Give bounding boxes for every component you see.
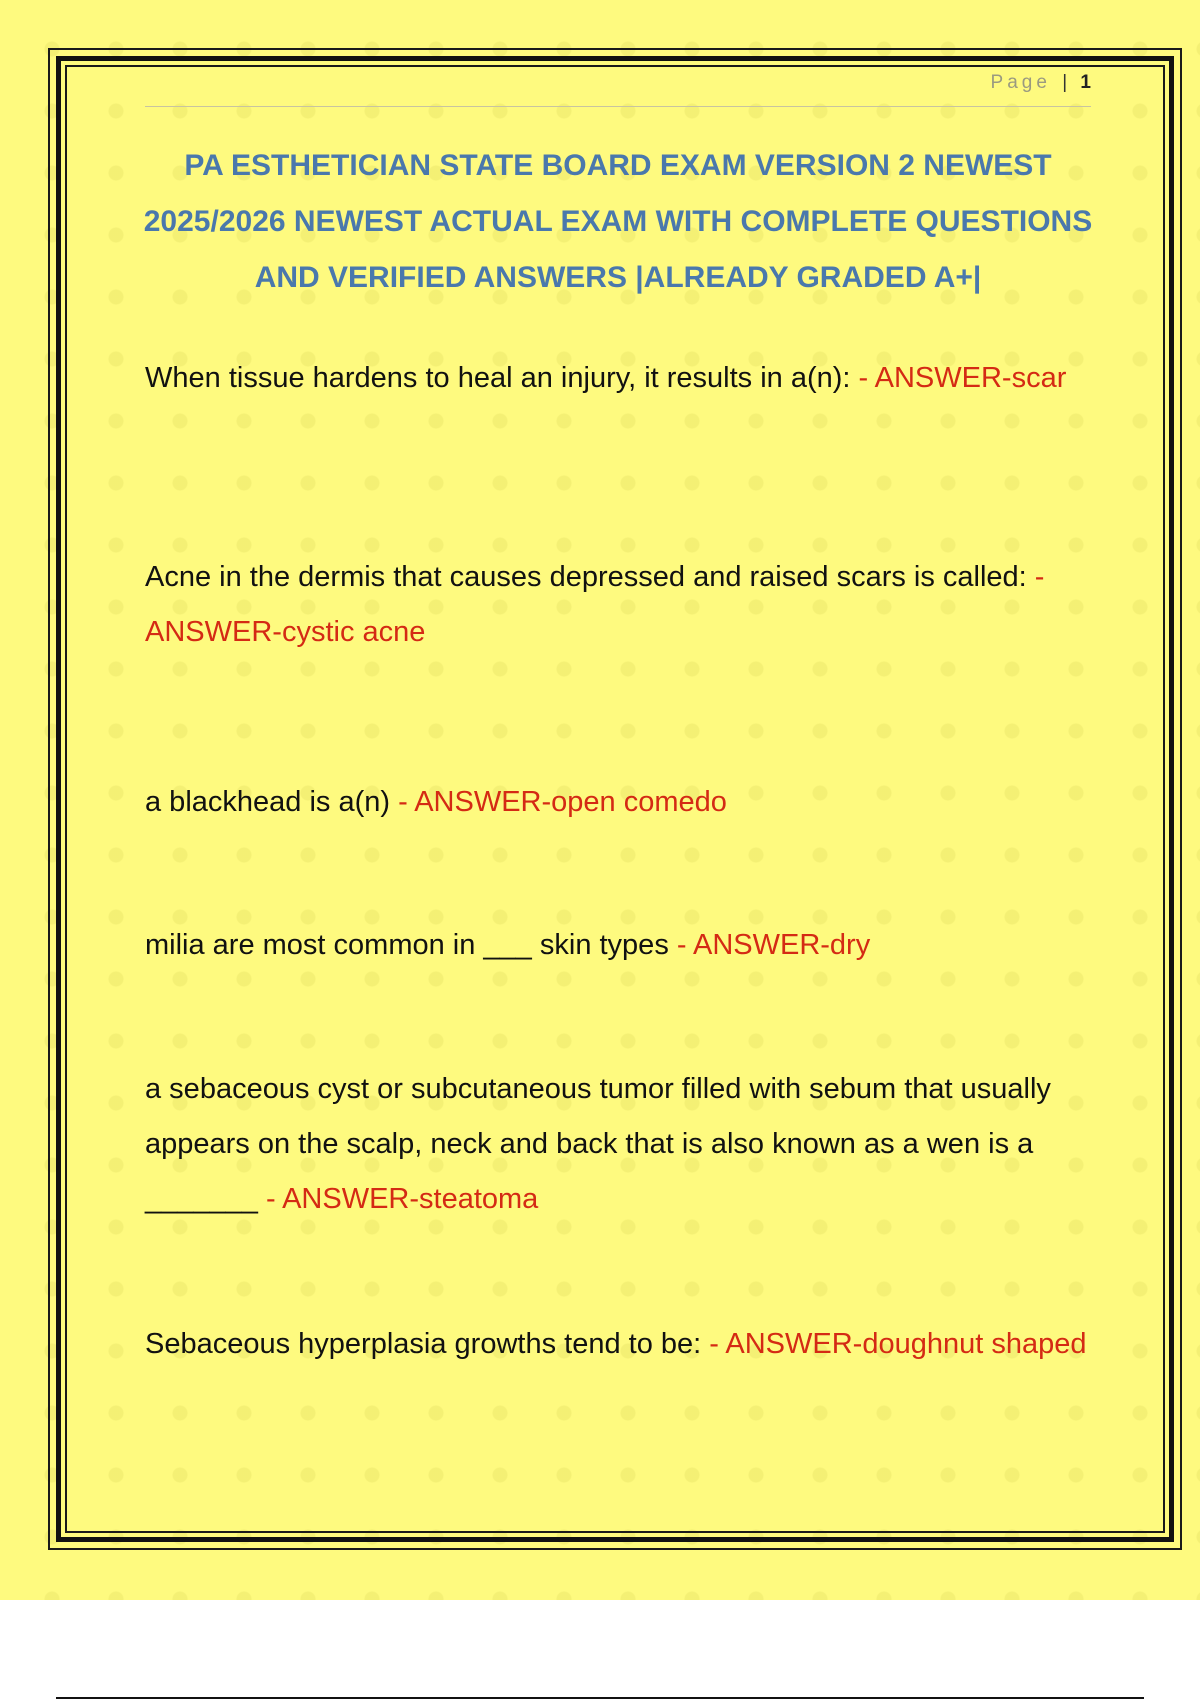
- page-label: Page: [990, 72, 1051, 93]
- page-separator: |: [1062, 72, 1068, 93]
- qa-item-1: [145, 351, 1095, 406]
- answer-text: - ANSWER-open comedo: [398, 786, 727, 818]
- document-title: PA ESTHETICIAN STATE BOARD EXAM VERSION 2 NEWEST 2025/2026 NEWEST ACTUAL EXAM WITH COMPLETE QUESTIONS AND VERIFIED ANSWERS |ALREADY GRADED A+|: [143, 149, 1093, 294]
- answer-text: - ANSWER-scar: [858, 362, 1067, 394]
- qa-item-2: [145, 550, 1095, 660]
- page-number: 1: [1080, 72, 1091, 93]
- qa-item-4: [145, 918, 1095, 973]
- question-text: a blackhead is a(n): [145, 786, 399, 818]
- answer-text: - ANSWER-cystic acne: [145, 561, 1045, 648]
- answer-text: - ANSWER-doughnut shaped: [709, 1328, 1087, 1360]
- page-header: [145, 72, 1091, 107]
- question-text: milia are most common in ___ skin types: [145, 929, 677, 961]
- question-text: Sebaceous hyperplasia growths tend to be:: [145, 1328, 710, 1360]
- answer-text: - ANSWER-steatoma: [265, 1183, 539, 1215]
- question-text: Acne in the dermis that causes depressed and raised scars is called:: [145, 561, 1035, 593]
- answer-text: - ANSWER-dry: [676, 929, 871, 961]
- qa-item-6: [145, 1317, 1095, 1372]
- question-text: When tissue hardens to heal an injury, it results in a(n):: [145, 362, 859, 394]
- qa-item-5: [145, 1062, 1095, 1227]
- footer-divider: [56, 1697, 1144, 1699]
- question-text: a sebaceous cyst or subcutaneous tumor filled with sebum that usually appears on the scalp, neck and back that is also known as a wen is a _______: [145, 1073, 1051, 1215]
- qa-item-3: [145, 775, 1095, 830]
